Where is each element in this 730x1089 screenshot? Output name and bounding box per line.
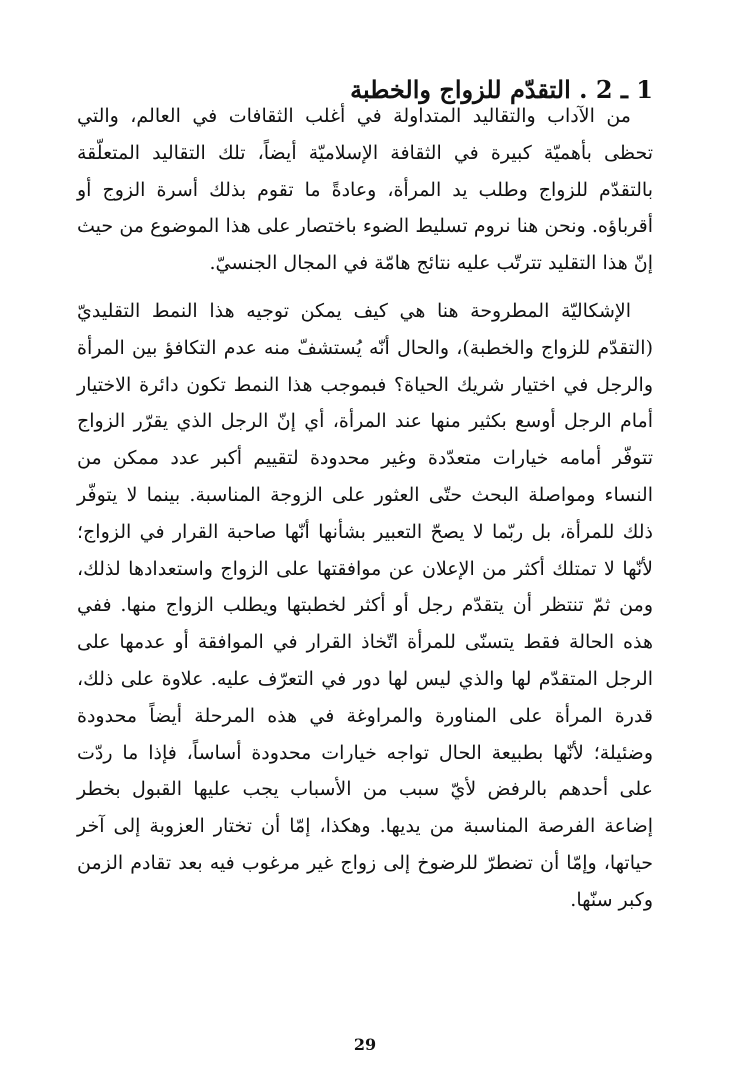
section-heading: 1 ـ 2 . التقدّم للزواج والخطبة [350, 74, 653, 104]
paragraph-2: الإشكاليّة المطروحة هنا هي كيف يمكن توجيه هذا النمط التقليديّ (التقدّم للزواج والخطبة)، والحال أنّه يُستشفّ منه عدم التكافؤ بين المرأة والرجل في اختيار شريك الحياة؟ فبموجب هذا النمط تكون دائرة الاختيار أمام الرجل أوسع بكثير منها عند المرأة، أي إنّ الرجل الذي يقرّر الزواج تتوفّر أمامه خيارات متعدّدة وغير محدودة لتقييم أكبر عدد ممكن من النساء ومواصلة البحث حتّى العثور على الزوجة المناسبة. بينما لا يتوفّر ذلك للمرأة، بل ربّما لا يصحّ التعبير بشأنها أنّها صاحبة القرار في الزواج؛ لأنّها لا تمتلك أكثر من الإعلان عن موافقتها على الزواج واستعدادها لذلك، ومن ثمّ تنتظر أن يتقدّم رجل أو أكثر لخطبتها ويطلب الزواج منها. ففي هذه الحالة فقط يتسنّى للمرأة اتّخاذ القرار في الموافقة أو عدمها على الرجل المتقدّم لها والذي ليس لها دور في التعرّف عليه. علاوة على ذلك، قدرة المرأة على المناورة والمراوغة في هذه المرحلة أيضاً محدودة وضئيلة؛ لأنّها بطبيعة الحال تواجه خيارات محدودة أساساً، فإذا ما ردّت على أحدهم بالرفض لأيّ سبب من الأسباب يجب عليها القبول بخطر إضاعة الفرصة المناسبة من يديها. وهكذا، إمّا أن تختار العزوبة إلى آخر حياتها، وإمّا أن تضطرّ للرضوخ إلى زواج غير مرغوب فيه بعد تقادم الزمن وكبر سنّها. [77, 299, 653, 911]
page-number: 29 [353, 1035, 377, 1054]
paragraph-1: من الآداب والتقاليد المتداولة في أغلب الثقافات في العالم، والتي تحظى بأهميّة كبيرة في الثقافة الإسلاميّة أيضاً، تلك التقاليد المتعلّقة بالتقدّم للزواج وطلب يد المرأة، وعادةً ما تقوم بذلك أسرة الزوج أو أقرباؤه. ونحن هنا نروم تسليط الضوء باختصار على هذا الموضوع من حيث إنّ هذا التقليد تترتّب عليه نتائج هامّة في المجال الجنسيّ. [77, 105, 653, 275]
body-text [77, 98, 653, 919]
